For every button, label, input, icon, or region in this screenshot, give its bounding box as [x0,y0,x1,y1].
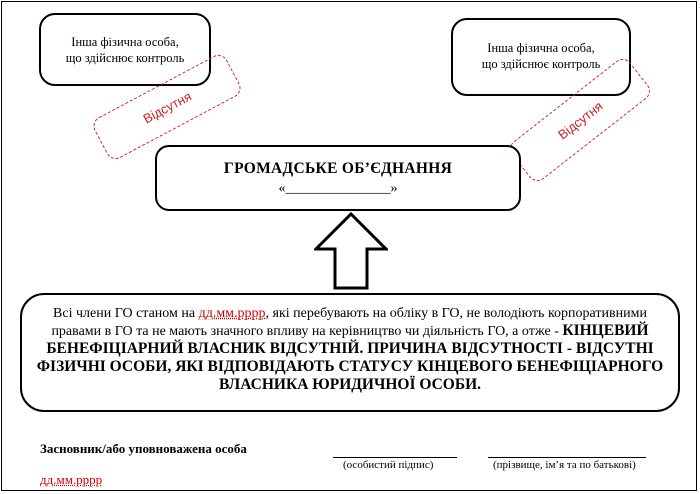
public-association-name-blank: «_______________» [278,181,398,196]
signature-line [333,457,457,458]
statement-text-start: Всі члени ГО станом на [53,306,199,321]
full-name-line [488,457,646,458]
left-box-line1: Інша фізична особа, [71,35,179,49]
public-association-box [155,145,521,211]
left-box-line2: що здійснює контроль [65,51,185,65]
up-arrow-icon [314,212,388,290]
right-box-line1: Інша фізична особа, [487,41,595,55]
absent-stamp-left-text: Відсутня [140,88,194,126]
right-box-line2: що здійснює контроль [481,57,601,71]
statement-text-middle: , які перебувають на обліку в ГО, не володіють корпоративними правами в ГО та не мають значного впливу на керівництво чи діяльність ГО, а отже - [51,306,647,339]
absent-stamp-right-text: Відсутня [554,97,606,143]
statement-conclusion: КІНЦЕВИЙ БЕНЕФІЦІАРНИЙ ВЛАСНИК ВІДСУТНІЙ. ПРИЧИНА ВІДСУТНОСТІ - ВІДСУТНІ ФІЗИЧНІ ОСОБИ, ЯКІ ВІДПОВІДАЮТЬ СТАТУСУ КІНЦЕВОГО БЕНЕФІЦІАРНОГО ВЛАСНИКА ЮРИДИЧНОЇ ОСОБИ. [36,322,664,393]
public-association-title: ГРОМАДСЬКЕ ОБ’ЄДНАННЯ [223,160,453,177]
statement-box [20,293,680,412]
statement-date-placeholder: дд.мм.рррр [198,306,266,321]
footer-date-placeholder: дд.мм.рррр [40,472,103,487]
full-name-caption: (прізвище, ім’я та по батькові) [493,459,636,471]
founder-label: Засновник/або уповноважена особа [40,441,247,456]
signature-caption: (особистий підпис) [343,459,434,471]
